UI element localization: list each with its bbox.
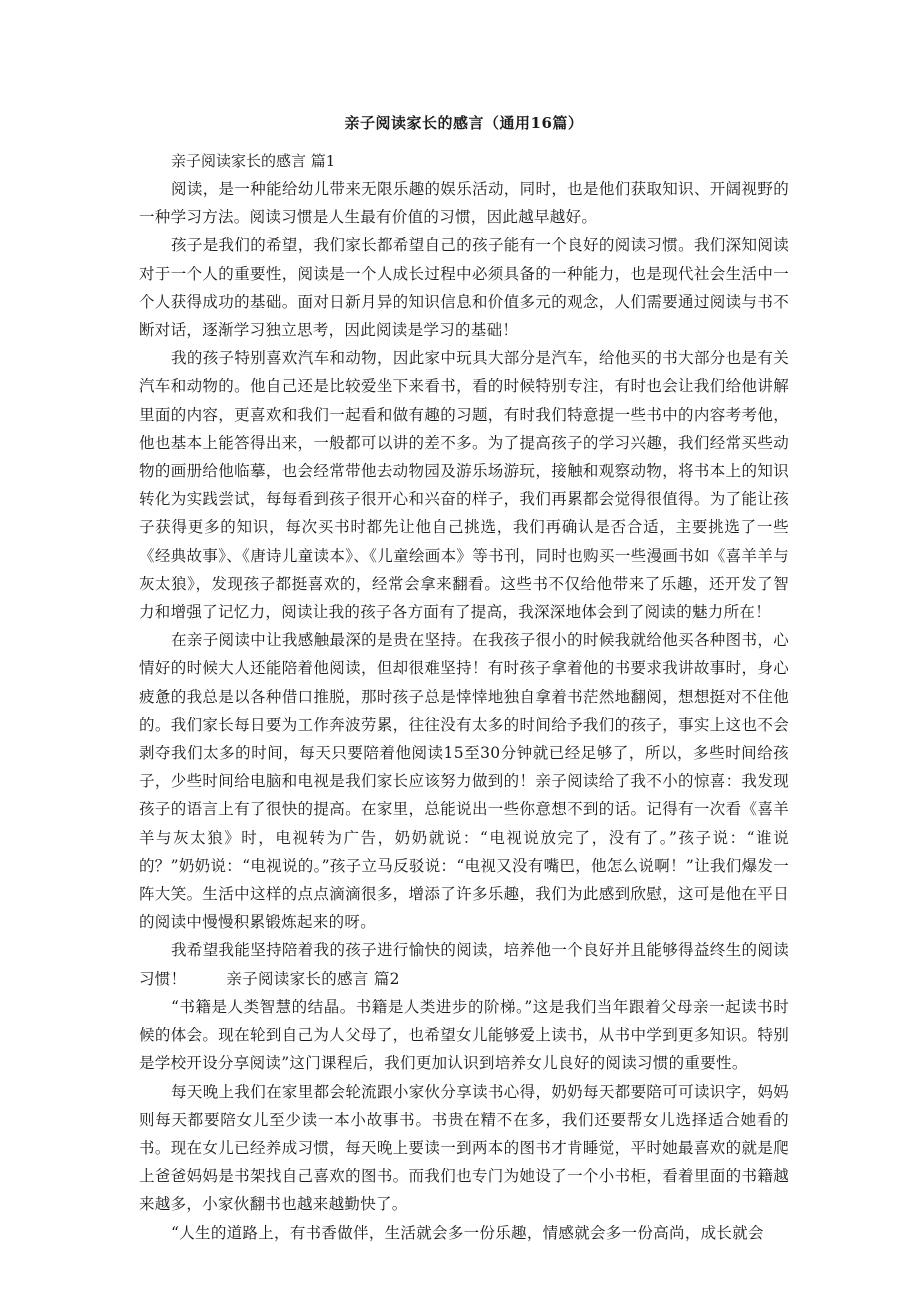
paragraph: 在亲子阅读中让我感触最深的是贵在坚持。在我孩子很小的时候我就给他买各种图书，心情好的时候大人还能陪着他阅读，但却很难坚持！有时孩子拿着他的书要求我讲故事时，身心疲惫的我总是以各种借口推脱，那时孩子总是悻悻地独自拿着书茫然地翻阅，想想挺对不住他的。我们家长每日要为工作奔波劳累，往往没有太多的时间给予我们的孩子，事实上这也不会剥夺我们太多的时间，每天只要陪着他阅读15至30分钟就已经足够了，所以，多些时间给孩子，少些时间给电脑和电视是我们家长应该努力做到的！亲子阅读给了我不小的惊喜：我发现孩子的语言上有了很快的提高。在家里，总能说出一些你意想不到的话。记得有一次看《喜羊羊与灰太狼》时，电视转为广告，奶奶就说：“电视说放完了，没有了。”孩子说：“谁说的？”奶奶说：“电视说的。”孩子立马反驳说：“电视又没有嘴巴，他怎么说啊！”让我们爆发一阵大笑。生活中这样的点点滴滴很多，增添了许多乐趣，我们为此感到欣慰，这可是他在平日的阅读中慢慢积累锻炼起来的呀。 — [139, 631, 789, 932]
paragraph: “书籍是人类智慧的结晶。书籍是人类进步的阶梯。”这是我们当年跟着父母亲一起读书时候的体会。现在轮到自己为人父母了，也希望女儿能够爱上读书，从书中学到更多知识。特别是学校开设分享阅读”这门课程后，我们更加认识到培养女儿良好的阅读习惯的重要性。 — [139, 997, 789, 1073]
document-title: 亲子阅读家长的感言（通用16篇） — [344, 114, 584, 132]
paragraph: 每天晚上我们在家里都会轮流跟小家伙分享读书心得，奶奶每天都要陪可可读识字，妈妈则每天都要陪女儿至少读一本小故事书。书贵在精不在多，我们还要帮女儿选择适合她看的书。现在女儿已经养成习惯，每天晚上要读一到两本的图书才肯睡觉，平时她最喜欢的就是爬上爸爸妈妈是书架找自己喜欢的图书。而我们也专门为她设了一个小书柜，看着里面的书籍越来越多，小家伙翻书也越来越勤快了。 — [139, 1082, 789, 1214]
section-heading-2: 亲子阅读家长的感言 篇2 — [226, 969, 400, 988]
paragraph: “人生的道路上，有书香做伴，生活就会多一份乐趣，情感就会多一份高尚，成长就会 — [171, 1223, 764, 1242]
paragraph: 阅读，是一种能给幼儿带来无限乐趣的娱乐活动，同时，也是他们获取知识、开阔视野的一种学习方法。阅读习惯是人生最有价值的习惯，因此越早越好。 — [139, 180, 789, 227]
paragraph: 我的孩子特别喜欢汽车和动物，因此家中玩具大部分是汽车，给他买的书大部分也是有关汽车和动物的。他自己还是比较爱坐下来看书，看的时候特别专注，有时也会让我们给他讲解里面的内容，更喜欢和我们一起看和做有趣的习题，有时我们特意提一些书中的内容考考他，他也基本上能答得出来，一般都可以讲的差不多。为了提高孩子的学习兴趣，我们经常买些动物的画册给他临摹，也会经常带他去动物园及游乐场游玩，接触和观察动物，将书本上的知识转化为实践尝试，每每看到孩子很开心和兴奋的样子，我们再累都会觉得很值得。为了能让孩子获得更多的知识，每次买书时都先让他自己挑选，我们再确认是否合适，主要挑选了一些《经典故事》、《唐诗儿童读本》、《儿童绘画本》等书刊，同时也购买一些漫画书如《喜羊羊与灰太狼》，发现孩子都挺喜欢的，经常会拿来翻看。这些书不仅给他带来了乐趣，还开发了智力和增强了记忆力，阅读让我的孩子各方面有了提高，我深深地体会到了阅读的魅力所在！ — [139, 349, 789, 622]
document-page — [139, 112, 789, 1247]
paragraph: 孩子是我们的希望，我们家长都希望自己的孩子能有一个良好的阅读习惯。我们深知阅读对于一个人的重要性，阅读是一个人成长过程中必须具备的一种能力，也是现代社会生活中一个人获得成功的基础。面对日新月异的知识信息和价值多元的观念，人们需要通过阅读与书不断对话，逐渐学习独立思考，因此阅读是学习的基础！ — [139, 236, 789, 340]
section-heading-1: 亲子阅读家长的感言 篇1 — [171, 152, 336, 170]
closing-text: 我希望我能坚持陪着我的孩子进行愉快的阅读，培养他一个良好并且能够得益终生的阅读习惯！ — [139, 941, 789, 988]
closing-paragraph — [139, 936, 789, 992]
